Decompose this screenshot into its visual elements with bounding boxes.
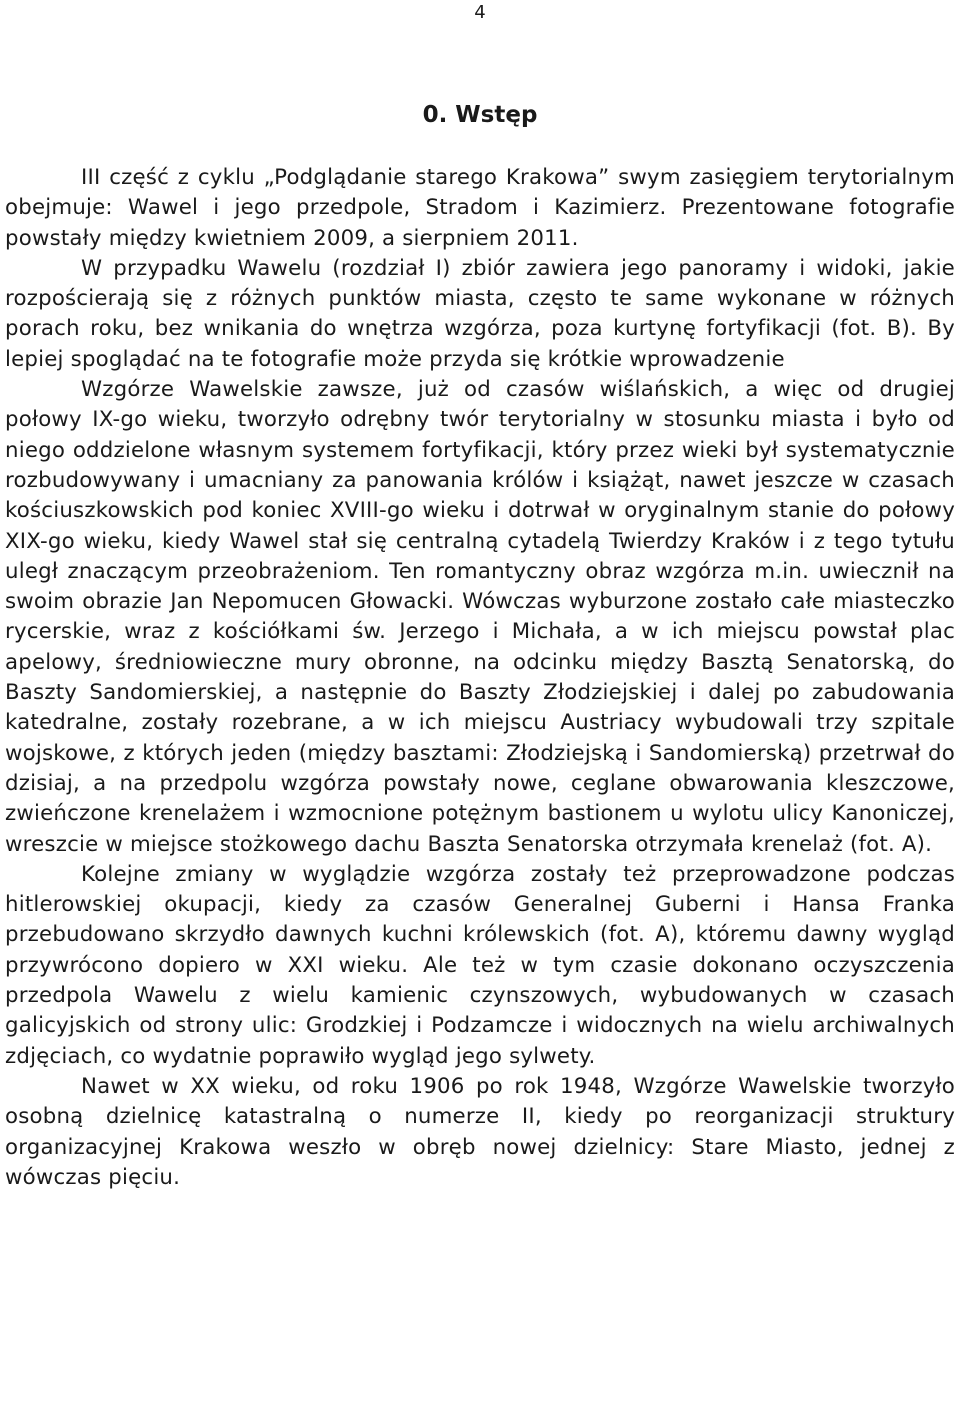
page-number: 4: [474, 2, 486, 23]
paragraph-occupation-changes: Kolejne zmiany w wyglądzie wzgórza zostały też przeprowadzone podczas hitlerowskiej okupacji, kiedy za czasów Generalnej Guberni i Hansa Franka przebudowano skrzydło dawnych kuchni królewskich (fot. A), któremu dawny wygląd przywrócono dopiero w XXI wieku. Ale też w tym czasie dokonano oczyszczenia przedpola Wawelu z wielu kamienic czynszowych, wybudowanych w czasach galicyjskich od strony ulic: Grodzkiej i Podzamcze i widocznych na wielu archiwalnych zdjęciach, co wydatnie poprawiło wygląd jego sylwety.: [5, 861, 955, 1069]
paragraph-intro: III część z cyklu „Podglądanie starego Krakowa” swym zasięgiem terytorialnym obejmuje: Wawel i jego przedpole, Stradom i Kazimierz. Prezentowane fotografie powstały między kwietniem 2009, a sierpniem 2011.: [5, 165, 955, 251]
paragraph-cadastral-district: Nawet w XX wieku, od roku 1906 po rok 1948, Wzgórze Wawelskie tworzyło osobną dzielnicę katastralną o numerze II, kiedy po reorganizacji struktury organizacyjnej Krakowa weszło w obręb nowej dzielnicy: Stare Miasto, jednej z wówczas pięciu.: [5, 1073, 955, 1190]
document-body: [5, 163, 955, 1193]
section-title: 0. Wstęp: [422, 102, 538, 128]
paragraph-wawel-history: Wzgórze Wawelskie zawsze, już od czasów wiślańskich, a więc od drugiej połowy IX-go wieku, tworzyło odrębny twór terytorialny w stosunku miasta i było od niego oddzielone własnym systemem fortyfikacji, który przez wieki był systematycznie rozbudowywany i umacniany za panowania królów i książąt, nawet jeszcze w czasach kościuszkowskich pod koniec XVIII-go wieku i dotrwał w oryginalnym stanie do połowy XIX-go wieku, kiedy Wawel stał się centralną cytadelą Twierdzy Kraków i z tego tytułu uległ znaczącym przeobrażeniom. Ten romantyczny obraz wzgórza m.in. uwiecznił na swoim obrazie Jan Nepomucen Głowacki. Wówczas wyburzone zostało całe miasteczko rycerskie, wraz z kościółkami św. Jerzego i Michała, a w ich miejscu powstał plac apelowy, średniowieczne mury obronne, na odcinku między Basztą Senatorską, do Baszty Sandomierskiej, a następnie do Baszty Złodziejskiej i dalej po zabudowania katedralne, zostały rozebrane, a w ich miejscu Austriacy wybudowali trzy szpitale wojskowe, z których jeden (między basztami: Złodziejską i Sandomierską) przetrwał do dzisiaj, a na przedpolu wzgórza powstały nowe, ceglane obwarowania kleszczowe, zwieńczone krenelażem i wzmocnione potężnym bastionem u wylotu ulicy Kanoniczej, wreszcie w miejsce stożkowego dachu Baszta Senatorska otrzymała krenelaż (fot. A).: [5, 377, 955, 857]
paragraph-wawel-scope: W przypadku Wawelu (rozdział I) zbiór zawiera jego panoramy i widoki, jakie rozpościerają się z różnych punktów miasta, często te same wykonane w różnych porach roku, bez wnikania do wnętrza wzgórza, poza kurtynę fortyfikacji (fot. B). By lepiej spoglądać na te fotografie może przyda się krótkie wprowadzenie: [5, 255, 955, 372]
